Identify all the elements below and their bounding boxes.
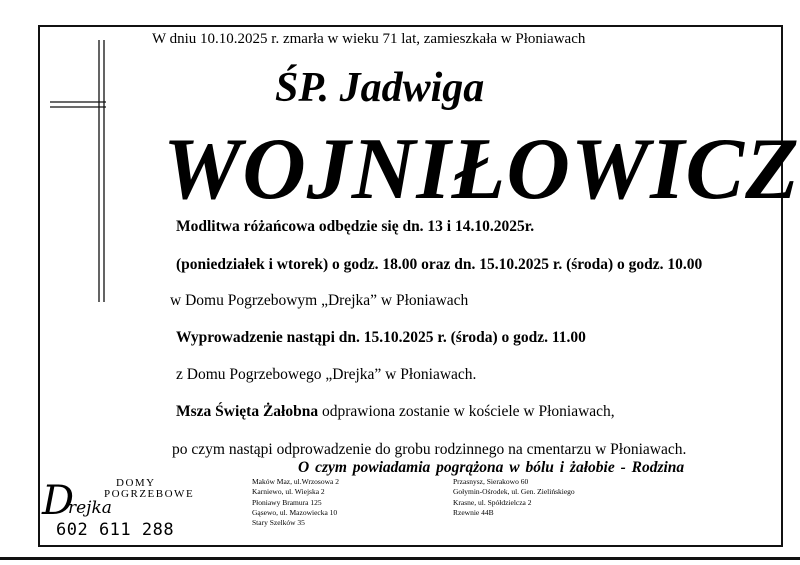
bottom-rule: [0, 557, 800, 560]
cross-icon: [46, 40, 106, 302]
funeral-home-logo: [40, 477, 210, 543]
logo-domy: DOMY: [116, 477, 156, 489]
prayer-line: Modlitwa różańcowa odbędzie się dn. 13 i 14.10.2025r.: [176, 218, 535, 235]
address: Przasnysz, Sierakowo 60: [453, 477, 529, 486]
intro-line: W dniu 10.10.2025 r. zmarła w wieku 71 lat, zamieszkała w Płoniawach: [152, 31, 586, 47]
addresses-left: [252, 477, 339, 528]
deceased-first-name: ŚP. Jadwiga: [275, 65, 485, 111]
mass-line: [176, 403, 615, 421]
address: Maków Maz, ul.Wrzosowa 2: [252, 477, 339, 486]
logo-phone: 602 611 288: [56, 520, 175, 540]
addresses-right: [453, 477, 575, 518]
address: Gąsewo, ul. Mazowiecka 10: [252, 507, 338, 517]
closing-line: O czym powiadamia pogrążona w bólu i żałobie - Rodzina: [298, 459, 685, 476]
mass-text: odprawiona zostanie w kościele w Płoniawach,: [318, 403, 615, 420]
mass-label: Msza Święta Żałobna: [176, 403, 319, 420]
address: Rzewnie 44B: [453, 507, 494, 517]
address: Gołymin-Ośrodek, ul. Gen. Zielińskiego: [453, 487, 575, 497]
departure-line: Wyprowadzenie nastąpi dn. 15.10.2025 r. (środa) o godz. 11.00: [176, 329, 586, 346]
deceased-surname: WOJNIŁOWICZ: [163, 121, 800, 218]
logo-pogrzebowe: POGRZEBOWE: [104, 488, 195, 500]
prayer-times-line: (poniedziałek i wtorek) o godz. 18.00 oraz dn. 15.10.2025 r. (środa) o godz. 10.00: [176, 256, 703, 273]
address: Stary Szelków 35: [252, 518, 305, 528]
address: Krasne, ul. Spółdzielcza 2: [453, 497, 532, 507]
departure-location-line: z Domu Pogrzebowego „Drejka” w Płoniawach.: [176, 366, 477, 383]
logo-initial: D: [42, 478, 75, 524]
burial-line: po czym nastąpi odprowadzenie do grobu rodzinnego na cmentarzu w Płoniawach.: [172, 441, 687, 458]
address: Karniewo, ul. Wiejska 2: [252, 487, 325, 497]
prayer-location-line: w Domu Pogrzebowym „Drejka” w Płoniawach: [170, 292, 469, 309]
address: Płoniawy Bramura 125: [252, 497, 322, 507]
logo-name: rejka: [68, 498, 112, 518]
